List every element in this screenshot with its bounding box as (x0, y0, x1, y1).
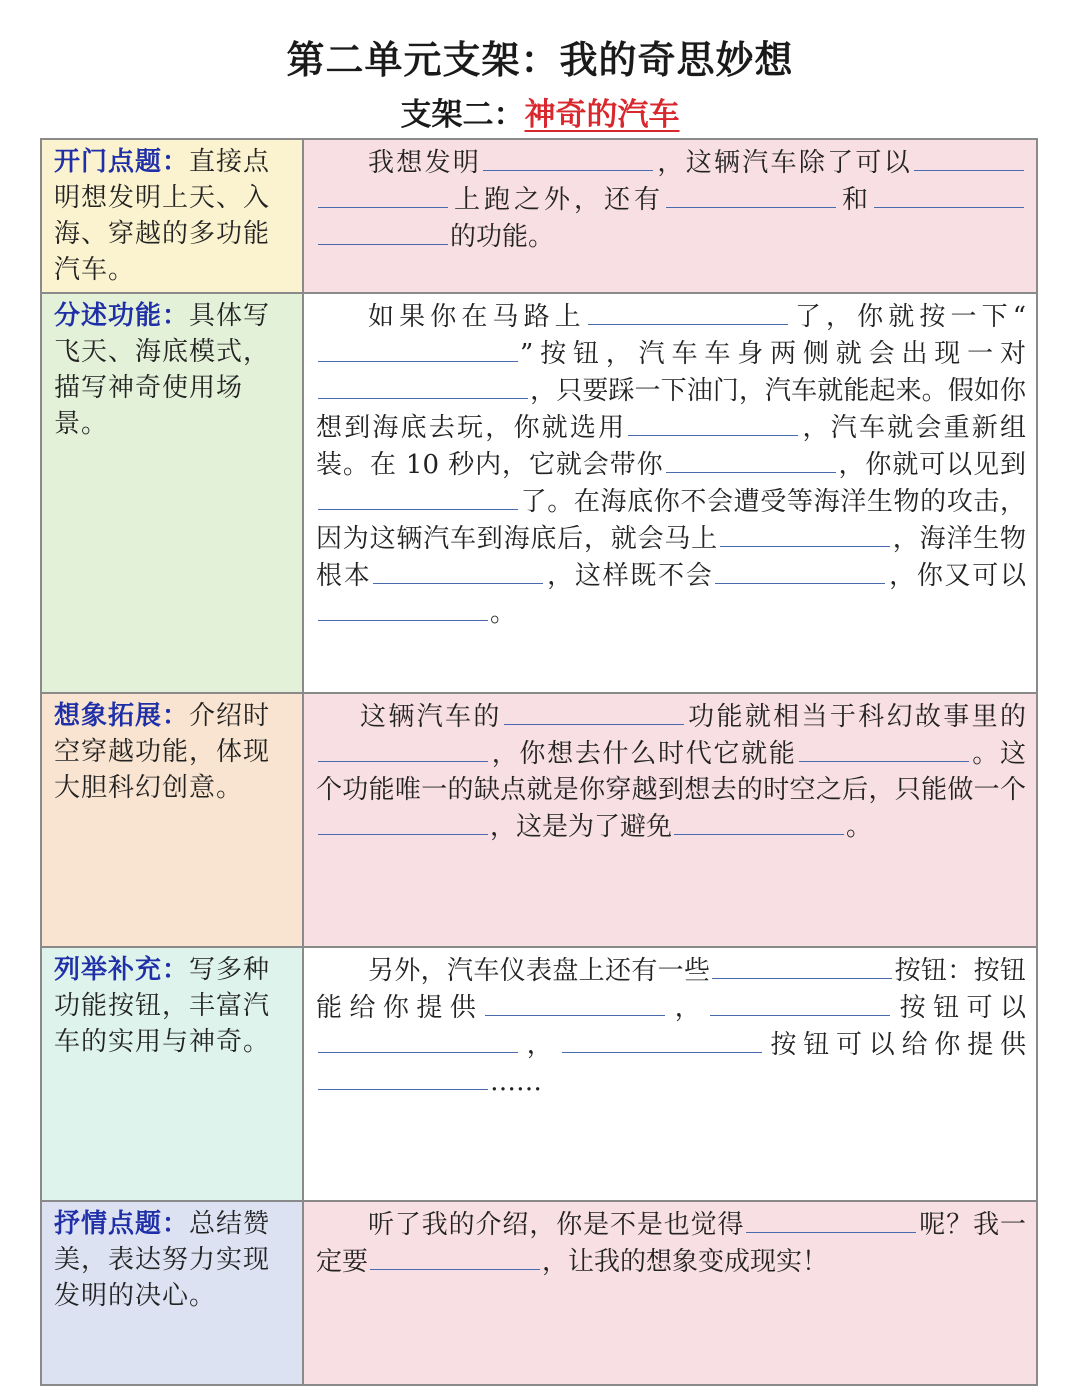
blank-field[interactable] (710, 989, 890, 1016)
text-segment: 。 (846, 812, 873, 842)
row-heading: 分述功能： (54, 301, 190, 331)
text-segment: 听了我的介绍，你是不是也觉得 (368, 1210, 745, 1240)
blank-field[interactable] (562, 1026, 762, 1053)
blank-field[interactable] (746, 1206, 916, 1233)
text-segment: ， (667, 993, 709, 1023)
blank-field[interactable] (318, 1026, 518, 1053)
text-segment: 这辆汽车的 (360, 702, 502, 732)
text-segment: …… (490, 1067, 542, 1097)
text-segment: 。这个功能唯一的缺点就是你穿越到想去的时空之后，只能做一个 (316, 739, 1026, 805)
text-segment: 按钮：按钮能给你提供 (316, 956, 1026, 1023)
text-segment: 按钮可以给你提供 (763, 1030, 1026, 1060)
row-description: 直接点明想发明上天、入海、穿越的多功能汽车。 (54, 147, 271, 285)
text-segment: 另外，汽车仪表盘上还有一些 (368, 956, 711, 986)
row-content-functions (303, 293, 1037, 693)
blank-field[interactable] (485, 989, 665, 1016)
row-description: 总结赞美，表达努力实现发明的决心。 (54, 1209, 271, 1311)
text-segment: ， (520, 1030, 560, 1060)
blank-field[interactable] (318, 594, 488, 621)
text-segment: ，这辆汽车除了可以 (655, 148, 912, 178)
blank-field[interactable] (674, 808, 844, 835)
paragraph (316, 298, 1026, 631)
blank-field[interactable] (720, 520, 890, 547)
blank-field[interactable] (628, 409, 798, 436)
text-segment: 如果你在马路上 (368, 302, 586, 332)
table-row (41, 293, 1037, 693)
text-segment: 。 (490, 598, 517, 628)
blank-field[interactable] (715, 557, 885, 584)
page-subtitle (0, 94, 1080, 136)
text-segment: ，海洋生物根本 (316, 524, 1026, 591)
row-content-supplement (303, 947, 1037, 1201)
page-title: 第二单元支架：我的奇思妙想 (286, 38, 794, 82)
text-segment: ，你又可以 (887, 561, 1026, 591)
text-segment: ，这样既不会 (545, 561, 714, 591)
row-guide-imagination (41, 693, 303, 947)
text-segment: 按钮可以 (892, 993, 1026, 1023)
table-row (41, 1201, 1037, 1385)
table-row (41, 947, 1037, 1201)
blank-field[interactable] (318, 735, 488, 762)
text-segment: ，汽车就会重新组装。在 10 秒内，它就会带你 (316, 413, 1026, 480)
row-content-imagination (303, 693, 1037, 947)
blank-field[interactable] (914, 144, 1024, 171)
row-description: 写多种功能按钮，丰富汽车的实用与神奇。 (54, 955, 271, 1057)
text-segment: ，只要踩一下油门，汽车就能起来。假如你想到海底去玩，你就选用 (316, 376, 1026, 443)
subtitle-prefix: 支架二： (400, 97, 525, 133)
blank-field[interactable] (318, 1063, 488, 1090)
blank-field[interactable] (373, 557, 543, 584)
text-segment: 上跑之外，还有 (450, 185, 664, 215)
blank-field[interactable] (318, 181, 448, 208)
text-segment: ，你想去什么时代它就能 (490, 739, 797, 769)
text-segment: 了。在海底你不会遭受等海洋生物的攻击，因为这辆汽车到海底后，就会马上 (316, 487, 1026, 554)
paragraph (316, 1206, 1026, 1280)
blank-field[interactable] (318, 372, 528, 399)
text-segment: 了，你就按一下“ (789, 302, 1026, 332)
blank-field[interactable] (799, 735, 969, 762)
blank-field[interactable] (874, 181, 1024, 208)
row-guide-opening (41, 139, 303, 293)
paragraph (316, 952, 1026, 1100)
text-segment: ”按钮，汽车车身两侧就会出现一对 (520, 339, 1026, 369)
row-heading: 抒情点题： (54, 1209, 190, 1239)
row-heading: 列举补充： (54, 955, 190, 985)
blank-field[interactable] (666, 181, 836, 208)
blank-field[interactable] (504, 698, 684, 725)
row-heading: 想象拓展： (54, 701, 190, 731)
table-row (41, 139, 1037, 293)
text-segment: ，这是为了避免 (490, 812, 673, 842)
subtitle-topic: 神奇的汽车 (524, 97, 680, 133)
text-segment: 的功能。 (450, 222, 555, 252)
blank-field[interactable] (666, 446, 836, 473)
row-heading: 开门点题： (54, 147, 190, 177)
scaffold-table (40, 138, 1038, 1386)
blank-field[interactable] (712, 952, 892, 979)
row-guide-supplement (41, 947, 303, 1201)
blank-field[interactable] (318, 218, 448, 245)
blank-field[interactable] (483, 144, 653, 171)
text-segment: ，让我的想象变成现实！ (542, 1247, 829, 1277)
row-guide-functions (41, 293, 303, 693)
text-segment: 我想发明 (368, 148, 482, 178)
blank-field[interactable] (318, 483, 518, 510)
paragraph (316, 698, 1026, 845)
table-row (41, 693, 1037, 947)
blank-field[interactable] (588, 298, 788, 325)
text-segment: 和 (837, 185, 872, 215)
text-segment: 呢？我一定要 (316, 1210, 1026, 1277)
text-segment: 功能就相当于科幻故事里的 (685, 702, 1026, 732)
row-content-conclusion (303, 1201, 1037, 1385)
blank-field[interactable] (370, 1243, 540, 1270)
row-description: 介绍时空穿越功能，体现大胆科幻创意。 (54, 701, 271, 803)
row-content-opening (303, 139, 1037, 293)
text-segment: ，你就可以见到 (837, 450, 1026, 480)
row-description: 具体写飞天、海底模式，描写神奇使用场景。 (54, 301, 271, 439)
paragraph (316, 144, 1026, 255)
row-guide-conclusion (41, 1201, 303, 1385)
blank-field[interactable] (318, 808, 488, 835)
blank-field[interactable] (318, 335, 518, 362)
